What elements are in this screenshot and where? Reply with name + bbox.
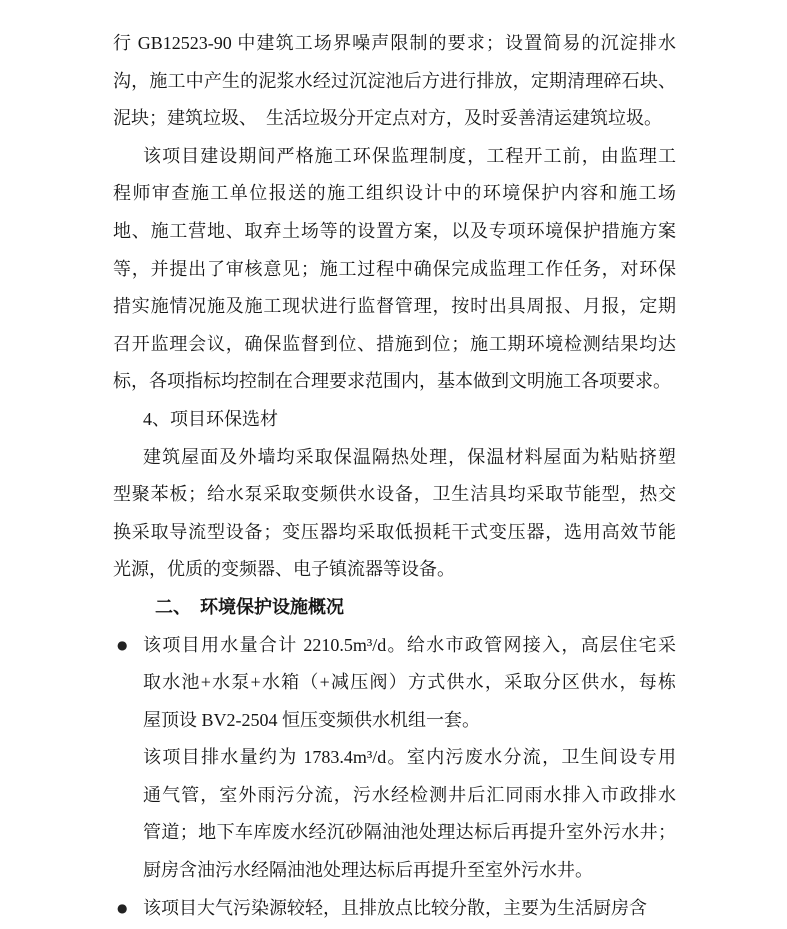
text-line: 光源，优质的变频器、电子镇流器等设备。 bbox=[113, 559, 455, 580]
bullet-item bbox=[113, 627, 676, 740]
text-line: 屋顶设 BV2-2504 恒压变频供水机组一套。 bbox=[143, 709, 480, 730]
text-line: 标，各项指标均控制在合理要求范围内，基本做到文明施工各项要求。 bbox=[113, 371, 671, 392]
text-line: 泥块；建筑垃圾、 生活垃圾分开定点对方，及时妥善清运建筑垃圾。 bbox=[113, 108, 662, 129]
text-line: 二、 环境保护设施概况 bbox=[155, 596, 344, 617]
text-line: 建筑屋面及外墙均采取保温隔热处理，保温材料屋面为粘贴挤塑 bbox=[143, 446, 676, 467]
text-line: 厨房含油污水经隔油池处理达标后再提升至室外污水井。 bbox=[143, 860, 593, 881]
text-line: 该项目大气污染源较轻，且排放点比较分散，主要为生活厨房含 bbox=[143, 897, 647, 918]
paragraph bbox=[113, 138, 676, 401]
text-line: 程师审查施工单位报送的施工组织设计中的环境保护内容和施工场 bbox=[113, 183, 676, 204]
text-line: 地、施工营地、取弃土场等的设置方案，以及专项环境保护措施方案 bbox=[113, 220, 676, 241]
text-line: 通气管，室外雨污分流，污水经检测井后汇同雨水排入市政排水 bbox=[143, 784, 676, 805]
text-line: 取水池+水泵+水箱（+减压阀）方式供水，采取分区供水，每栋 bbox=[143, 672, 676, 693]
paragraph bbox=[113, 439, 676, 589]
text-line: 该项目建设期间严格施工环保监理制度，工程开工前，由监理工 bbox=[143, 145, 676, 166]
text-line: 换采取导流型设备；变压器均采取低损耗干式变压器，选用高效节能 bbox=[113, 521, 676, 542]
hanging-paragraph bbox=[113, 739, 676, 889]
section-heading bbox=[113, 589, 676, 627]
text-line: 管道；地下车库废水经沉砂隔油池处理达标后再提升室外污水井； bbox=[143, 822, 676, 843]
text-line: 等，并提出了审核意见；施工过程中确保完成监理工作任务，对环保 bbox=[113, 258, 676, 279]
paragraph bbox=[113, 25, 676, 138]
text-line: 措实施情况施及施工现状进行监督管理，按时出具周报、月报，定期 bbox=[113, 296, 676, 317]
text-line: 该项目排水量约为 1783.4m³/d。室内污废水分流，卫生间设专用 bbox=[143, 747, 676, 768]
paragraph bbox=[113, 401, 676, 439]
bullet-icon: ● bbox=[117, 637, 128, 652]
text-line: 型聚苯板；给水泵采取变频供水设备，卫生洁具均采取节能型，热交 bbox=[113, 484, 676, 505]
bullet-item bbox=[113, 890, 676, 928]
text-line: 沟，施工中产生的泥浆水经过沉淀池后方进行排放，定期清理碎石块、 bbox=[113, 70, 676, 91]
text-line: 该项目用水量合计 2210.5m³/d。给水市政管网接入，高层住宅采 bbox=[143, 634, 676, 655]
document-content bbox=[113, 25, 676, 927]
bullet-icon: ● bbox=[117, 900, 128, 915]
text-line: 行 GB12523-90 中建筑工场界噪声限制的要求；设置简易的沉淀排水 bbox=[113, 33, 676, 53]
text-line: 召开监理会议，确保监督到位、措施到位；施工期环境检测结果均达 bbox=[113, 333, 676, 354]
text-line: 4、项目环保选材 bbox=[143, 408, 278, 429]
